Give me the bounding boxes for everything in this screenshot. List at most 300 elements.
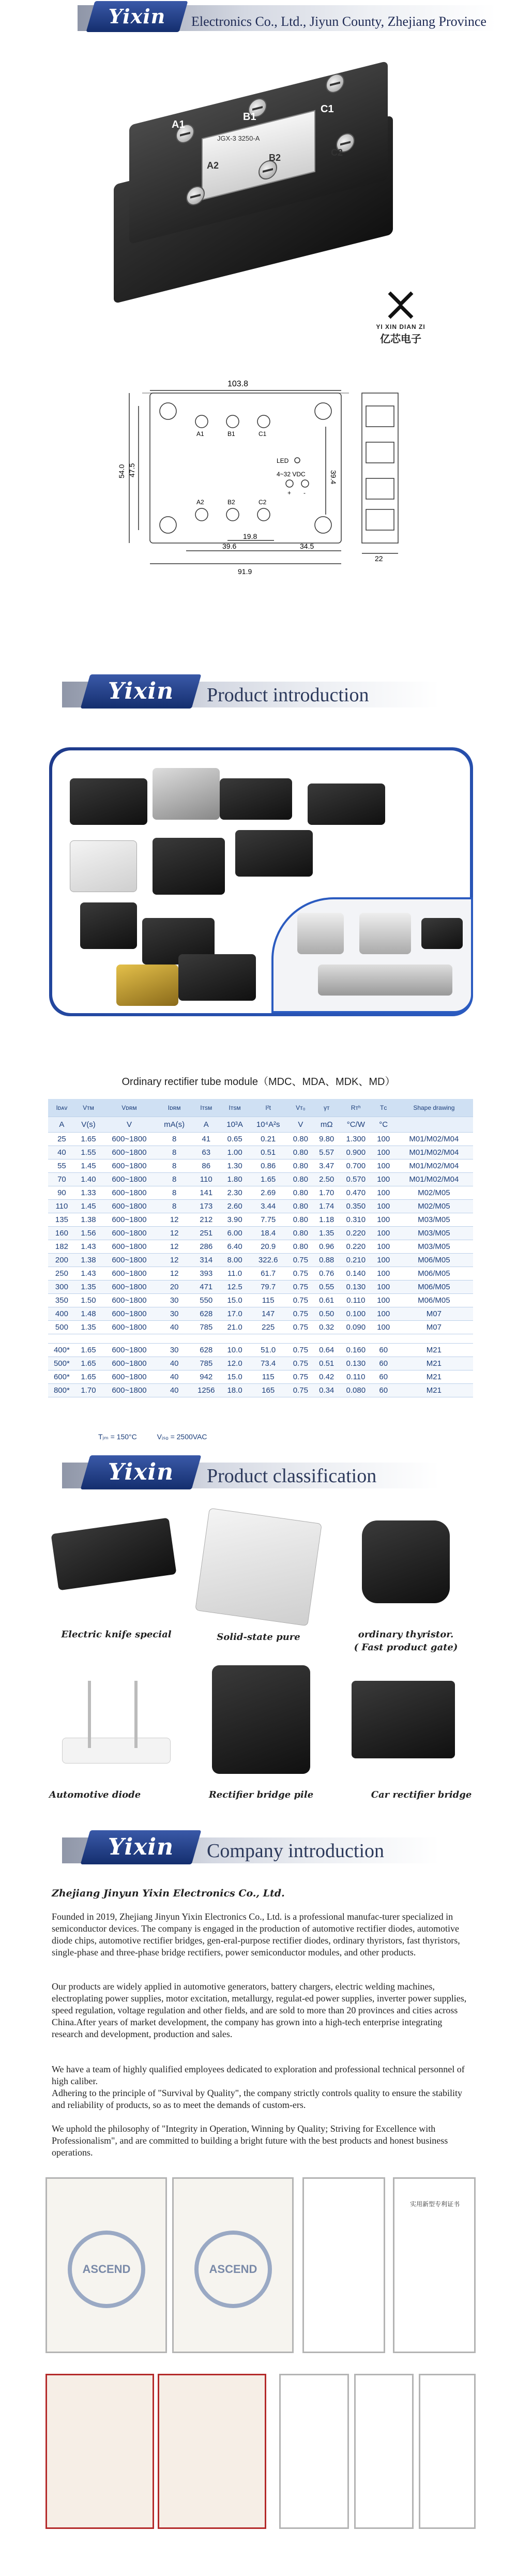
table-cell: 0.61 xyxy=(314,1293,340,1307)
table-cell: 100 xyxy=(372,1240,395,1253)
table-unit-cell: °C/W xyxy=(340,1117,372,1132)
label-a2: A2 xyxy=(207,160,219,171)
table-cell: 600~1800 xyxy=(101,1213,157,1226)
table-cell: 1.00 xyxy=(221,1146,249,1159)
cert-white-3 xyxy=(419,2374,476,2529)
table-unit-cell: A xyxy=(191,1117,221,1132)
term-c1: C1 xyxy=(258,430,267,438)
table-cell: 0.80 xyxy=(287,1146,313,1159)
table-cell: 400 xyxy=(48,1307,75,1320)
table-cell: 0.75 xyxy=(287,1307,313,1320)
header-banner xyxy=(0,0,517,41)
table-cell: M21 xyxy=(395,1383,473,1397)
table-cell: 100 xyxy=(372,1213,395,1226)
device-model: JGX-3 3250-A xyxy=(217,134,260,142)
class-item-solid-state xyxy=(196,1510,321,1624)
table-cell: 0.090 xyxy=(340,1320,372,1334)
table-cell: 0.76 xyxy=(314,1267,340,1280)
table-cell: M02/M05 xyxy=(395,1199,473,1213)
table-cell: 18.4 xyxy=(249,1226,287,1240)
table-cell: 1.65 xyxy=(249,1172,287,1186)
table-cell: 225 xyxy=(249,1320,287,1334)
term-a1: A1 xyxy=(196,430,204,438)
term-b1: B1 xyxy=(227,430,235,438)
table-cell: 70 xyxy=(48,1172,75,1186)
term-plus: + xyxy=(287,489,292,496)
header-company: Electronics Co., Ltd., Jiyun County, Zhejiang Province xyxy=(191,14,486,29)
spec-table xyxy=(48,1099,473,1397)
table-cell: M03/M05 xyxy=(395,1226,473,1240)
table-unit-cell: °C xyxy=(372,1117,395,1132)
table-cell: 40 xyxy=(157,1383,192,1397)
table-cell: 40 xyxy=(157,1357,192,1370)
cert-white-1 xyxy=(279,2374,349,2529)
table-cell: M07 xyxy=(395,1307,473,1320)
table-cell: 40 xyxy=(157,1370,192,1383)
table-cell: 0.110 xyxy=(340,1370,372,1383)
cert-red-2 xyxy=(158,2374,266,2529)
table-cell: 9.80 xyxy=(314,1132,340,1146)
table-cell: 160 xyxy=(48,1226,75,1240)
table-cell: 51.0 xyxy=(249,1343,287,1357)
table-cell: 12.0 xyxy=(221,1357,249,1370)
section-title-company: Company introduction xyxy=(207,1840,385,1862)
dim-height-outer: 54.0 xyxy=(117,464,126,478)
table-cell: 60 xyxy=(372,1370,395,1383)
table-cell: 41 xyxy=(191,1132,221,1146)
table-cell: 18.0 xyxy=(221,1383,249,1397)
table-cell: 12 xyxy=(157,1240,192,1253)
table-cell: 1.35 xyxy=(75,1280,101,1293)
table-cell: 1.70 xyxy=(75,1383,101,1397)
table-cell: 1.35 xyxy=(314,1226,340,1240)
company-para-2: Our products are widely applied in automotive generators, battery chargers, electric welding machines, electroplating power supplies, motor excitation, metallurgy, regulat-ed power supplies, inverter power supplies, speed regulation, voltage regulation and other fields, and are sold to more than 20 provinces and cities across China.After years of market development, the company has grown into a high-tech enterprise integrating research and development, production and sales. xyxy=(52,1981,467,2039)
table-row xyxy=(48,1159,473,1172)
table-cell: 61.7 xyxy=(249,1267,287,1280)
dim-22: 22 xyxy=(375,554,383,563)
table-cell: 0.75 xyxy=(287,1280,313,1293)
table-cell: 600~1800 xyxy=(101,1199,157,1213)
table-cell: 0.80 xyxy=(287,1132,313,1146)
table-cell: 500 xyxy=(48,1320,75,1334)
table-cell: 212 xyxy=(191,1213,221,1226)
table-cell: 1.48 xyxy=(75,1307,101,1320)
company-para-5: We uphold the philosophy of "Integrity in Operation, Winning by Quality; Striving for Excellence with Professionalism", and are committed to building a bright future with the best products and honest business operations. xyxy=(52,2123,448,2158)
table-cell: 110 xyxy=(191,1172,221,1186)
hero-device-photo xyxy=(103,62,414,321)
table-cell: 0.96 xyxy=(314,1240,340,1253)
table-header-cell: Vᴛᴍ xyxy=(75,1099,101,1117)
section-banner-company: Yixin Company introduction xyxy=(0,1828,517,1870)
table-cell: 0.65 xyxy=(221,1132,249,1146)
table-cell: 314 xyxy=(191,1253,221,1267)
class-item-rectifier-bridge xyxy=(202,1655,321,1784)
table-cell: 942 xyxy=(191,1370,221,1383)
table-cell: 1.65 xyxy=(75,1343,101,1357)
table-row xyxy=(48,1280,473,1293)
table-cell: 40 xyxy=(48,1146,75,1159)
cert-ascend-2: ASCEND xyxy=(172,2177,294,2353)
table-cell: 0.64 xyxy=(314,1343,340,1357)
table-cell: 100 xyxy=(372,1186,395,1199)
table-cell: 0.32 xyxy=(314,1320,340,1334)
table-cell: 100 xyxy=(372,1253,395,1267)
table-cell: 110 xyxy=(48,1199,75,1213)
table-cell: 393 xyxy=(191,1267,221,1280)
table-cell: 73.4 xyxy=(249,1357,287,1370)
label-b2: B2 xyxy=(269,153,281,163)
table-cell: 60 xyxy=(372,1357,395,1370)
table-cell: 0.75 xyxy=(287,1293,313,1307)
table-cell: 1.65 xyxy=(75,1132,101,1146)
table-cell: 30 xyxy=(157,1307,192,1320)
table-cell: 1.65 xyxy=(75,1357,101,1370)
table-row xyxy=(48,1253,473,1267)
dim-34: 34.5 xyxy=(300,542,314,550)
table-header-cell: Iᴅᴀᴠ xyxy=(48,1099,75,1117)
table-cell: 100 xyxy=(372,1146,395,1159)
term-a2: A2 xyxy=(196,499,204,506)
table-cell: 1.30 xyxy=(221,1159,249,1172)
table-unit-cell: V xyxy=(287,1117,313,1132)
table-cell: 0.75 xyxy=(287,1320,313,1334)
table-row xyxy=(48,1186,473,1199)
table-cell: 21.0 xyxy=(221,1320,249,1334)
table-cell: 8 xyxy=(157,1132,192,1146)
table-cell: 40 xyxy=(157,1320,192,1334)
table-cell: 1.38 xyxy=(75,1213,101,1226)
table-cell: 3.47 xyxy=(314,1159,340,1172)
table-cell: 1.33 xyxy=(75,1186,101,1199)
term-b2: B2 xyxy=(227,499,235,506)
table-cell: 0.51 xyxy=(314,1357,340,1370)
table-cell: 5.57 xyxy=(314,1146,340,1159)
term-input: 4~32 VDC xyxy=(277,471,306,478)
table-cell: 135 xyxy=(48,1213,75,1226)
table-cell: 0.100 xyxy=(340,1307,372,1320)
company-name: Zhejiang Jinyun Yixin Electronics Co., Ltd. xyxy=(52,1888,285,1899)
dim-side: 39.4 xyxy=(329,470,338,485)
table-cell: 173 xyxy=(191,1199,221,1213)
section-title-intro: Product introduction xyxy=(207,684,369,706)
table-cell: 2.30 xyxy=(221,1186,249,1199)
label-c2: C2 xyxy=(331,147,343,158)
table-row xyxy=(48,1199,473,1213)
table-cell: M03/M05 xyxy=(395,1213,473,1226)
table-cell: 1.40 xyxy=(75,1172,101,1186)
table-row xyxy=(48,1320,473,1334)
table-cell: 100 xyxy=(372,1280,395,1293)
table-cell: 100 xyxy=(372,1267,395,1280)
table-unit-cell: 10⁴A²s xyxy=(249,1117,287,1132)
table-cell: 600~1800 xyxy=(101,1370,157,1383)
table-cell: 0.75 xyxy=(287,1357,313,1370)
table-cell: 8.00 xyxy=(221,1253,249,1267)
table-cell: 600~1800 xyxy=(101,1343,157,1357)
table-cell: 100 xyxy=(372,1307,395,1320)
brand-logo: Yixin xyxy=(86,1,188,32)
table-cell: 0.220 xyxy=(340,1240,372,1253)
table-cell: 550 xyxy=(191,1293,221,1307)
table-cell: 600~1800 xyxy=(101,1226,157,1240)
table-cell: 0.42 xyxy=(314,1370,340,1383)
table-cell: 63 xyxy=(191,1146,221,1159)
table-cell: 2.69 xyxy=(249,1186,287,1199)
table-unit-cell: V(s) xyxy=(75,1117,101,1132)
table-cell: 0.130 xyxy=(340,1357,372,1370)
table-cell: 7.75 xyxy=(249,1213,287,1226)
table-cell: 600~1800 xyxy=(101,1307,157,1320)
table-cell: 90 xyxy=(48,1186,75,1199)
table-cell: M07 xyxy=(395,1320,473,1334)
table-cell: 30 xyxy=(157,1343,192,1357)
brand-pinyin: YI XIN DIAN ZI xyxy=(376,323,425,330)
cert-red-1 xyxy=(45,2374,154,2529)
table-cell: 200 xyxy=(48,1253,75,1267)
table-cell: 12 xyxy=(157,1213,192,1226)
section-banner-intro: Yixin Product introduction xyxy=(0,672,517,714)
brand-chinese: 亿芯电子 xyxy=(380,334,421,345)
dim-19: 19.8 xyxy=(243,532,257,540)
table-cell: 0.55 xyxy=(314,1280,340,1293)
yixin-emblem xyxy=(372,290,429,357)
table-cell: 600* xyxy=(48,1370,75,1383)
table-footnote: Tⱼₘ = 150°C Vᵢₛₒ = 2500VAC xyxy=(98,1433,207,1441)
section-banner-classification: Yixin Product classification xyxy=(0,1453,517,1495)
yixin-mark-icon xyxy=(385,290,416,321)
table-cell: 12 xyxy=(157,1226,192,1240)
caption-thyristor: ordinary thyristor. xyxy=(358,1629,454,1640)
table-header-cell: γᴛ xyxy=(314,1099,340,1117)
table-cell: 6.00 xyxy=(221,1226,249,1240)
table-cell: 600~1800 xyxy=(101,1267,157,1280)
table-row xyxy=(48,1307,473,1320)
table-cell: 1.18 xyxy=(314,1213,340,1226)
table-cell: 147 xyxy=(249,1307,287,1320)
table-cell: 0.80 xyxy=(287,1199,313,1213)
table-cell: 12 xyxy=(157,1253,192,1267)
table-row xyxy=(48,1267,473,1280)
table-cell: 12.5 xyxy=(221,1280,249,1293)
table-cell: 6.40 xyxy=(221,1240,249,1253)
table-cell: 600~1800 xyxy=(101,1383,157,1397)
table-cell: 165 xyxy=(249,1383,287,1397)
caption-automotive-diode: Automotive diode xyxy=(49,1789,141,1800)
table-cell: 25 xyxy=(48,1132,75,1146)
table-row xyxy=(48,1383,473,1397)
table-cell: 79.7 xyxy=(249,1280,287,1293)
company-para-4: Adhering to the principle of "Survival by Quality", the company strictly controls quality to ensure the stability and reliability of products, so as to meet the demands of custom-ers. xyxy=(52,2088,463,2110)
table-cell: 100 xyxy=(372,1132,395,1146)
table-cell: 8 xyxy=(157,1146,192,1159)
class-item-car-bridge xyxy=(341,1670,465,1774)
cert-patent: 实用新型专利证书 xyxy=(393,2177,476,2353)
table-cell: 785 xyxy=(191,1357,221,1370)
table-cell: 182 xyxy=(48,1240,75,1253)
dimension-drawing xyxy=(119,375,429,582)
term-minus: - xyxy=(303,489,306,496)
table-cell: 0.350 xyxy=(340,1199,372,1213)
table-cell: 0.75 xyxy=(287,1383,313,1397)
term-c2: C2 xyxy=(258,499,267,506)
table-cell: 600~1800 xyxy=(101,1172,157,1186)
table-cell: 1.56 xyxy=(75,1226,101,1240)
table-cell: 1.35 xyxy=(75,1320,101,1334)
table-unit-cell: V xyxy=(101,1117,157,1132)
table-cell: 100 xyxy=(372,1320,395,1334)
table-cell: 60 xyxy=(372,1383,395,1397)
table-row xyxy=(48,1370,473,1383)
table-cell: M21 xyxy=(395,1370,473,1383)
table-cell: 1.80 xyxy=(221,1172,249,1186)
table-cell: 86 xyxy=(191,1159,221,1172)
label-c1: C1 xyxy=(321,103,334,115)
dim-39: 39.6 xyxy=(222,542,237,550)
table-cell: 10.0 xyxy=(221,1343,249,1357)
table-cell: 600~1800 xyxy=(101,1146,157,1159)
table-header-cell: Iᴅʀᴍ xyxy=(157,1099,192,1117)
table-cell: 0.160 xyxy=(340,1343,372,1357)
caption-fast-gate: ( Fast product gate) xyxy=(354,1642,458,1653)
table-cell: 0.80 xyxy=(287,1240,313,1253)
dim-91: 91.9 xyxy=(238,567,252,576)
table-cell: 8 xyxy=(157,1159,192,1172)
table-cell: 1.70 xyxy=(314,1186,340,1199)
table-cell: 0.470 xyxy=(340,1186,372,1199)
table-cell: 251 xyxy=(191,1226,221,1240)
table-cell: 15.0 xyxy=(221,1370,249,1383)
term-led: LED xyxy=(277,457,289,464)
table-cell: 0.80 xyxy=(287,1186,313,1199)
table-cell: 0.51 xyxy=(249,1146,287,1159)
table-cell: 0.130 xyxy=(340,1280,372,1293)
table-cell: 1.43 xyxy=(75,1240,101,1253)
table-cell: 0.34 xyxy=(314,1383,340,1397)
table-row xyxy=(48,1357,473,1370)
table-cell: 17.0 xyxy=(221,1307,249,1320)
table-cell: 600~1800 xyxy=(101,1320,157,1334)
table-cell: M21 xyxy=(395,1343,473,1357)
table-cell: 12 xyxy=(157,1267,192,1280)
table-cell: 60 xyxy=(372,1343,395,1357)
label-b1: B1 xyxy=(243,111,256,123)
table-cell: 20.9 xyxy=(249,1240,287,1253)
table-cell: 100 xyxy=(372,1159,395,1172)
table-cell: 286 xyxy=(191,1240,221,1253)
table-cell: 0.80 xyxy=(287,1172,313,1186)
dim-height-inner: 47.5 xyxy=(128,463,136,477)
table-cell: 15.0 xyxy=(221,1293,249,1307)
table-cell: 20 xyxy=(157,1280,192,1293)
table-cell: 0.700 xyxy=(340,1159,372,1172)
table-cell: 8 xyxy=(157,1186,192,1199)
table-cell: 800* xyxy=(48,1383,75,1397)
table-header-cell: Iᴛsᴍ xyxy=(191,1099,221,1117)
table-cell: 3.90 xyxy=(221,1213,249,1226)
caption-car-bridge: Car rectifier bridge xyxy=(371,1789,472,1800)
table-cell: 400* xyxy=(48,1343,75,1357)
table-cell: 141 xyxy=(191,1186,221,1199)
table-cell: 0.900 xyxy=(340,1146,372,1159)
table-unit-cell: A xyxy=(48,1117,75,1132)
table-cell: M01/M02/M04 xyxy=(395,1172,473,1186)
table-cell: 0.110 xyxy=(340,1293,372,1307)
table-cell: 1.65 xyxy=(75,1370,101,1383)
table-cell: 600~1800 xyxy=(101,1357,157,1370)
table-cell: 0.21 xyxy=(249,1132,287,1146)
table-cell: M06/M05 xyxy=(395,1253,473,1267)
table-cell: 628 xyxy=(191,1307,221,1320)
table-cell: 1.74 xyxy=(314,1199,340,1213)
table-cell: 11.0 xyxy=(221,1267,249,1280)
table-cell: M01/M02/M04 xyxy=(395,1146,473,1159)
table-row xyxy=(48,1132,473,1146)
table-cell: 350 xyxy=(48,1293,75,1307)
table-header-cell: Shape drawing xyxy=(395,1099,473,1117)
table-cell: 600~1800 xyxy=(101,1253,157,1267)
table-cell: 1.38 xyxy=(75,1253,101,1267)
table-cell: 100 xyxy=(372,1293,395,1307)
table-cell: 0.080 xyxy=(340,1383,372,1397)
table-cell: 2.60 xyxy=(221,1199,249,1213)
table-cell: 3.44 xyxy=(249,1199,287,1213)
class-item-automotive-diode xyxy=(52,1665,181,1779)
table-cell: 55 xyxy=(48,1159,75,1172)
section-title-classification: Product classification xyxy=(207,1465,377,1487)
table-cell: 100 xyxy=(372,1226,395,1240)
class-item-thyristor xyxy=(341,1510,465,1619)
table-header-cell: I²t xyxy=(249,1099,287,1117)
table-cell: 0.220 xyxy=(340,1226,372,1240)
table-row xyxy=(48,1226,473,1240)
table-cell: 1256 xyxy=(191,1383,221,1397)
table-cell: 600~1800 xyxy=(101,1159,157,1172)
table-cell: M02/M05 xyxy=(395,1186,473,1199)
table-cell: 600~1800 xyxy=(101,1280,157,1293)
table-unit-cell: 10³A xyxy=(221,1117,249,1132)
table-cell: 0.140 xyxy=(340,1267,372,1280)
table-cell: 0.210 xyxy=(340,1253,372,1267)
caption-electric-knife: Electric knife special xyxy=(61,1629,172,1640)
table-cell: 30 xyxy=(157,1293,192,1307)
table-cell: 8 xyxy=(157,1172,192,1186)
table-header-cell: Tᴄ xyxy=(372,1099,395,1117)
table-cell: 0.75 xyxy=(287,1343,313,1357)
table-cell: 300 xyxy=(48,1280,75,1293)
table-cell: 8 xyxy=(157,1199,192,1213)
table-cell: 0.75 xyxy=(287,1253,313,1267)
table-cell: 0.75 xyxy=(287,1267,313,1280)
table-title: Ordinary rectifier tube module（MDC、MDA、MDK、MD） xyxy=(121,1076,396,1088)
table-cell: M01/M02/M04 xyxy=(395,1132,473,1146)
company-para-3: We have a team of highly qualified employees dedicated to exploration and professional technical personnel of high caliber. xyxy=(52,2064,465,2086)
table-cell: 0.80 xyxy=(287,1159,313,1172)
table-cell: M06/M05 xyxy=(395,1280,473,1293)
table-cell: 0.88 xyxy=(314,1253,340,1267)
table-cell: 785 xyxy=(191,1320,221,1334)
table-cell: 100 xyxy=(372,1199,395,1213)
table-header-cell: Rᴛʰ xyxy=(340,1099,372,1117)
table-cell: 100 xyxy=(372,1172,395,1186)
table-cell: 0.570 xyxy=(340,1172,372,1186)
table-unit-cell: mΩ xyxy=(314,1117,340,1132)
table-cell: 1.45 xyxy=(75,1199,101,1213)
table-header-cell: Vᴅʀᴍ xyxy=(101,1099,157,1117)
table-cell: 600~1800 xyxy=(101,1240,157,1253)
table-cell: 600~1800 xyxy=(101,1132,157,1146)
table-cell: 250 xyxy=(48,1267,75,1280)
table-cell: M01/M02/M04 xyxy=(395,1159,473,1172)
